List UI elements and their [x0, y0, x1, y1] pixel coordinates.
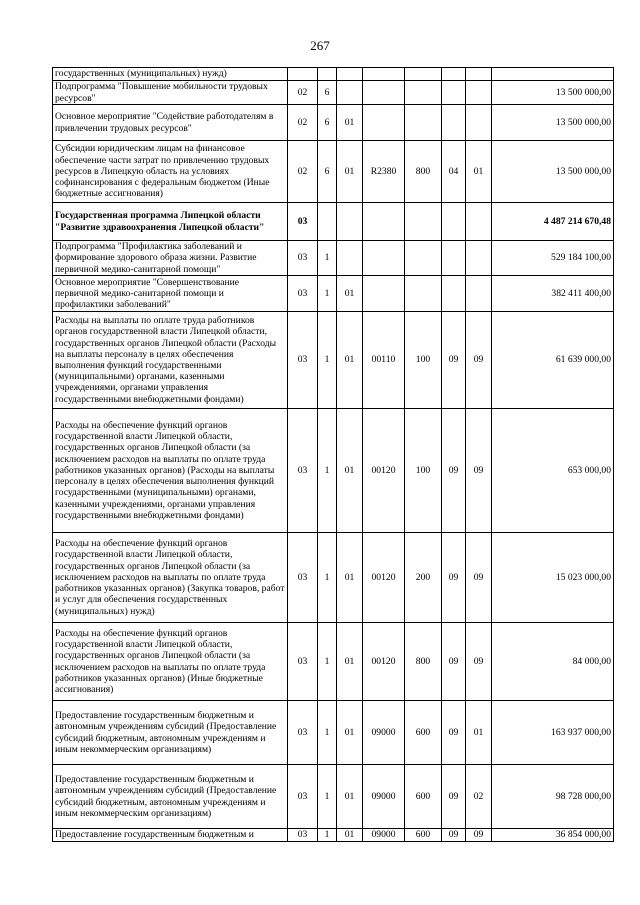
code-cell: 00120 — [363, 623, 405, 701]
amount-cell: 13 500 000,00 — [492, 81, 614, 105]
code-cell: 03 — [288, 829, 318, 842]
code-cell: 1 — [318, 409, 337, 533]
code-cell: R2380 — [363, 141, 405, 203]
code-cell — [337, 81, 363, 105]
code-cell — [466, 81, 492, 105]
code-cell — [405, 68, 442, 81]
code-cell — [405, 81, 442, 105]
code-cell — [442, 81, 466, 105]
code-cell — [363, 276, 405, 312]
code-cell: 03 — [288, 701, 318, 765]
budget-table — [52, 67, 614, 842]
code-cell: 01 — [337, 623, 363, 701]
code-cell: 01 — [337, 701, 363, 765]
code-cell: 02 — [288, 141, 318, 203]
code-cell: 1 — [318, 829, 337, 842]
code-cell — [337, 68, 363, 81]
code-cell: 6 — [318, 81, 337, 105]
code-cell: 6 — [318, 105, 337, 141]
row-name-cell: Расходы на обеспечение функций органов государственной власти Липецкой области, государственных органов Липецкой области (за исключением расходов на выплаты по оплате труда работников указанных органов) (Иные бюджетные ассигнования) — [53, 623, 288, 701]
code-cell: 01 — [337, 141, 363, 203]
code-cell: 09 — [466, 533, 492, 623]
code-cell: 03 — [288, 276, 318, 312]
table-row — [53, 765, 614, 829]
code-cell: 09 — [442, 312, 466, 409]
amount-cell: 529 184 100,00 — [492, 241, 614, 276]
code-cell: 09 — [466, 623, 492, 701]
code-cell — [405, 241, 442, 276]
row-name-cell: Основное мероприятие "Совершенствование первичной медико-санитарной помощи и профилактики заболеваний" — [53, 276, 288, 312]
code-cell — [405, 105, 442, 141]
code-cell: 01 — [466, 701, 492, 765]
amount-cell: 98 728 000,00 — [492, 765, 614, 829]
amount-cell: 13 500 000,00 — [492, 105, 614, 141]
table-row — [53, 141, 614, 203]
code-cell: 03 — [288, 409, 318, 533]
code-cell: 09000 — [363, 701, 405, 765]
code-cell — [363, 203, 405, 241]
table-row — [53, 533, 614, 623]
code-cell — [442, 68, 466, 81]
amount-cell: 382 411 400,00 — [492, 276, 614, 312]
code-cell: 02 — [288, 81, 318, 105]
table-row — [53, 68, 614, 81]
amount-cell: 84 000,00 — [492, 623, 614, 701]
table-row — [53, 312, 614, 409]
code-cell: 00120 — [363, 409, 405, 533]
code-cell: 03 — [288, 241, 318, 276]
code-cell — [337, 203, 363, 241]
code-cell: 600 — [405, 765, 442, 829]
row-name-cell: Основное мероприятие "Содействие работодателям в привлечении трудовых ресурсов" — [53, 105, 288, 141]
table-row — [53, 203, 614, 241]
table-row — [53, 623, 614, 701]
code-cell: 1 — [318, 701, 337, 765]
code-cell — [442, 276, 466, 312]
table-row — [53, 409, 614, 533]
code-cell: 6 — [318, 141, 337, 203]
code-cell: 09 — [466, 312, 492, 409]
code-cell — [318, 68, 337, 81]
code-cell — [466, 203, 492, 241]
row-name-cell: Расходы на выплаты по оплате труда работников органов государственной власти Липецкой области, государственных органов Липецкой области (Расходы на выплаты персоналу в целях обеспечения выполнения функций государственными (муниципальными) органами, казенными учреждениями, органами управления государственными внебюджетными фондами) — [53, 312, 288, 409]
code-cell: 100 — [405, 409, 442, 533]
code-cell: 01 — [466, 141, 492, 203]
code-cell: 800 — [405, 141, 442, 203]
code-cell: 09 — [442, 409, 466, 533]
code-cell: 02 — [288, 105, 318, 141]
code-cell: 09 — [442, 533, 466, 623]
code-cell — [405, 276, 442, 312]
code-cell: 800 — [405, 623, 442, 701]
code-cell: 00110 — [363, 312, 405, 409]
amount-cell — [492, 68, 614, 81]
code-cell: 09 — [442, 623, 466, 701]
table-row — [53, 701, 614, 765]
code-cell — [442, 203, 466, 241]
code-cell: 1 — [318, 533, 337, 623]
page-number: 267 — [310, 38, 330, 53]
code-cell — [363, 241, 405, 276]
code-cell — [318, 203, 337, 241]
code-cell: 09 — [466, 409, 492, 533]
code-cell — [288, 68, 318, 81]
row-name-cell: Предоставление государственным бюджетным и — [53, 829, 288, 842]
code-cell: 09000 — [363, 829, 405, 842]
code-cell: 03 — [288, 533, 318, 623]
amount-cell: 4 487 214 670,48 — [492, 203, 614, 241]
code-cell: 01 — [337, 765, 363, 829]
row-name-cell: Субсидии юридическим лицам на финансовое обеспечение части затрат по привлечению трудовых ресурсов в Липецкую область на условиях софинансирования с федеральным бюджетом (Иные бюджетные ассигнования) — [53, 141, 288, 203]
row-name-cell: Расходы на обеспечение функций органов государственной власти Липецкой области, государственных органов Липецкой области (за исключением расходов на выплаты по оплате труда работников указанных органов) (Расходы на выплаты персоналу в целях обеспечения выполнения функций государственными (муниципальными) органами, казенными учреждениями, органами управления государственными внебюджетными фондами) — [53, 409, 288, 533]
code-cell: 01 — [337, 312, 363, 409]
code-cell: 03 — [288, 623, 318, 701]
code-cell: 01 — [337, 276, 363, 312]
table-row — [53, 81, 614, 105]
row-name-cell: государственных (муниципальных) нужд) — [53, 68, 288, 81]
code-cell: 02 — [466, 765, 492, 829]
code-cell: 01 — [337, 829, 363, 842]
code-cell — [442, 241, 466, 276]
row-name-cell: Расходы на обеспечение функций органов государственной власти Липецкой области, государственных органов Липецкой области (за исключением расходов на выплаты по оплате труда работников указанных органов) (Закупка товаров, работ и услуг для обеспечения государственных (муниципальных) нужд) — [53, 533, 288, 623]
code-cell — [337, 241, 363, 276]
code-cell: 09000 — [363, 765, 405, 829]
code-cell: 1 — [318, 241, 337, 276]
code-cell — [363, 105, 405, 141]
amount-cell: 61 639 000,00 — [492, 312, 614, 409]
code-cell: 09 — [442, 765, 466, 829]
code-cell — [466, 105, 492, 141]
code-cell — [405, 203, 442, 241]
row-name-cell: Государственная программа Липецкой области "Развитие здравоохранения Липецкой области" — [53, 203, 288, 241]
table-row — [53, 105, 614, 141]
code-cell: 09 — [442, 701, 466, 765]
code-cell: 03 — [288, 765, 318, 829]
code-cell — [442, 105, 466, 141]
code-cell — [466, 68, 492, 81]
code-cell: 600 — [405, 701, 442, 765]
code-cell: 600 — [405, 829, 442, 842]
code-cell — [466, 276, 492, 312]
code-cell: 09 — [466, 829, 492, 842]
amount-cell: 163 937 000,00 — [492, 701, 614, 765]
code-cell: 1 — [318, 623, 337, 701]
code-cell — [363, 81, 405, 105]
row-name-cell: Предоставление государственным бюджетным и автономным учреждениям субсидий (Предоставление субсидий бюджетным, автономным учреждениям и иным некоммерческим организациям) — [53, 701, 288, 765]
code-cell: 01 — [337, 533, 363, 623]
code-cell: 03 — [288, 203, 318, 241]
code-cell: 09 — [442, 829, 466, 842]
amount-cell: 13 500 000,00 — [492, 141, 614, 203]
code-cell — [363, 68, 405, 81]
amount-cell: 15 023 000,00 — [492, 533, 614, 623]
code-cell: 100 — [405, 312, 442, 409]
row-name-cell: Подпрограмма "Повышение мобильности трудовых ресурсов" — [53, 81, 288, 105]
amount-cell: 653 000,00 — [492, 409, 614, 533]
amount-cell: 36 854 000,00 — [492, 829, 614, 842]
code-cell: 01 — [337, 105, 363, 141]
code-cell: 03 — [288, 312, 318, 409]
code-cell: 04 — [442, 141, 466, 203]
code-cell: 1 — [318, 312, 337, 409]
table-row — [53, 241, 614, 276]
row-name-cell: Подпрограмма "Профилактика заболеваний и формирование здорового образа жизни. Развитие первичной медико-санитарной помощи" — [53, 241, 288, 276]
table-row — [53, 829, 614, 842]
code-cell: 200 — [405, 533, 442, 623]
code-cell: 01 — [337, 409, 363, 533]
table-row — [53, 276, 614, 312]
row-name-cell: Предоставление государственным бюджетным и автономным учреждениям субсидий (Предоставление субсидий бюджетным, автономным учреждениям и иным некоммерческим организациям) — [53, 765, 288, 829]
code-cell: 00120 — [363, 533, 405, 623]
code-cell — [466, 241, 492, 276]
code-cell: 1 — [318, 765, 337, 829]
code-cell: 1 — [318, 276, 337, 312]
